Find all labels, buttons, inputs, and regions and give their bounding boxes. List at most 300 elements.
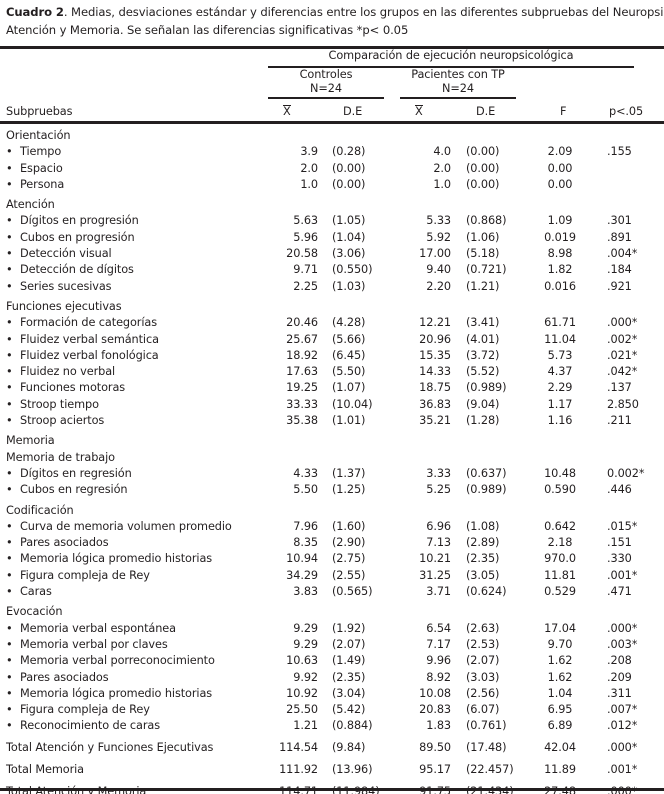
patients-mean: 35.21 bbox=[419, 414, 451, 428]
bullet-icon: • bbox=[6, 381, 13, 395]
row-label: Funciones ejecutivas bbox=[6, 299, 122, 313]
p-value: .209 bbox=[607, 670, 632, 684]
caption-label: Cuadro 2 bbox=[6, 5, 64, 19]
f-value: 8.98 bbox=[547, 247, 573, 261]
f-value: 1.82 bbox=[547, 263, 573, 277]
controls-mean: 5.63 bbox=[293, 214, 318, 228]
f-value: 17.04 bbox=[544, 621, 576, 635]
p-value: 0.002* bbox=[607, 466, 645, 480]
controls-sd: (0.00) bbox=[332, 161, 366, 175]
section-header bbox=[0, 197, 664, 213]
bullet-icon: • bbox=[6, 279, 13, 293]
patients-mean: 6.96 bbox=[426, 519, 451, 533]
controls-sd: (1.04) bbox=[332, 230, 366, 244]
controls-sd: (0.884) bbox=[332, 719, 373, 733]
bullet-icon: • bbox=[6, 519, 13, 533]
controls-mean: 9.71 bbox=[293, 263, 318, 277]
patients-mean: 5.25 bbox=[426, 483, 451, 497]
section-header bbox=[0, 503, 664, 519]
controls-sd: (1.60) bbox=[332, 519, 366, 533]
row-label: Atención bbox=[6, 198, 55, 212]
controls-sd: (1.07) bbox=[332, 381, 366, 395]
controls-mean: 35.38 bbox=[286, 414, 318, 428]
patients-mean: 10.21 bbox=[419, 552, 451, 566]
table-row bbox=[0, 637, 664, 653]
p-value: .208 bbox=[607, 654, 632, 668]
controls-mean: 10.92 bbox=[286, 686, 318, 700]
row-label: Detección visual bbox=[20, 247, 112, 261]
controls-mean-header: X bbox=[283, 105, 291, 118]
row-label: Memoria lógica promedio historias bbox=[20, 552, 213, 566]
row-label: Persona bbox=[20, 177, 65, 191]
f-value: 5.73 bbox=[547, 348, 573, 362]
controls-sd: (4.28) bbox=[332, 316, 366, 330]
table-row bbox=[0, 213, 664, 229]
row-label: Fluidez no verbal bbox=[20, 365, 116, 379]
section-header bbox=[0, 299, 664, 315]
table-body bbox=[0, 124, 664, 794]
row-label: Stroop tiempo bbox=[20, 397, 99, 411]
row-label: Curva de memoria volumen promedio bbox=[20, 519, 232, 533]
controls-n: N=24 bbox=[310, 82, 342, 95]
patients-n: N=24 bbox=[442, 82, 474, 95]
controls-sd: (1.25) bbox=[332, 483, 366, 497]
table-row bbox=[0, 348, 664, 364]
controls-sd: (1.92) bbox=[332, 621, 366, 635]
patients-sd: (1.08) bbox=[466, 519, 500, 533]
row-label: Detección de dígitos bbox=[20, 263, 134, 277]
patients-sd: (3.05) bbox=[466, 568, 500, 582]
patients-mean: 5.92 bbox=[426, 230, 451, 244]
row-label: Evocación bbox=[6, 605, 63, 619]
table-row bbox=[0, 519, 664, 535]
patients-sd: (9.04) bbox=[466, 397, 500, 411]
row-label: Memoria de trabajo bbox=[6, 450, 115, 464]
p-value: .311 bbox=[607, 686, 632, 700]
table-row bbox=[0, 621, 664, 637]
controls-sd: (13.96) bbox=[332, 762, 373, 776]
controls-sd: (2.07) bbox=[332, 637, 366, 651]
table-row bbox=[0, 177, 664, 193]
controls-mean: 1.0 bbox=[300, 177, 318, 191]
bullet-icon: • bbox=[6, 621, 13, 635]
patients-sd: (2.56) bbox=[466, 686, 500, 700]
bullet-icon: • bbox=[6, 177, 13, 191]
controls-sd: (0.550) bbox=[332, 263, 373, 277]
patients-mean: 20.83 bbox=[419, 703, 451, 717]
table-row bbox=[0, 702, 664, 718]
patients-mean: 95.17 bbox=[419, 762, 451, 776]
f-value: 2.29 bbox=[547, 381, 573, 395]
controls-mean: 25.50 bbox=[286, 703, 318, 717]
controls-sd: (2.35) bbox=[332, 670, 366, 684]
bullet-icon: • bbox=[6, 552, 13, 566]
f-value: 4.37 bbox=[547, 365, 573, 379]
table-row bbox=[0, 686, 664, 702]
patients-sd: (0.989) bbox=[466, 483, 507, 497]
controls-mean: 34.29 bbox=[286, 568, 318, 582]
controls-mean: 33.33 bbox=[286, 397, 318, 411]
p-value: .042* bbox=[607, 365, 638, 379]
controls-mean: 9.92 bbox=[293, 670, 318, 684]
row-label: Figura compleja de Rey bbox=[20, 568, 150, 582]
bullet-icon: • bbox=[6, 719, 13, 733]
patients-sd-header: D.E bbox=[476, 105, 496, 118]
table-row bbox=[0, 397, 664, 413]
controls-sd: (0.00) bbox=[332, 177, 366, 191]
patients-sd: (3.03) bbox=[466, 670, 500, 684]
f-value: 11.04 bbox=[544, 332, 576, 346]
patients-mean: 10.08 bbox=[419, 686, 451, 700]
section-header bbox=[0, 604, 664, 620]
table-row bbox=[0, 413, 664, 429]
patients-sd: (2.89) bbox=[466, 536, 500, 550]
bullet-icon: • bbox=[6, 214, 13, 228]
patients-mean: 15.35 bbox=[419, 348, 451, 362]
controls-mean: 4.33 bbox=[293, 466, 318, 480]
controls-sd: (10.04) bbox=[332, 397, 373, 411]
table-row bbox=[0, 568, 664, 584]
row-label: Reconocimiento de caras bbox=[20, 719, 161, 733]
controls-sd: (5.66) bbox=[332, 332, 366, 346]
p-value: .211 bbox=[607, 414, 632, 428]
caption-text: . Medias, desviaciones estándar y diferencias entre los grupos en las diferentes subpruebas del Neuropsi Atención y Memoria. Se señalan las diferencias significativas *p< 0.05 bbox=[6, 5, 664, 37]
patients-mean: 89.50 bbox=[419, 740, 451, 754]
table-row bbox=[0, 161, 664, 177]
patients-mean: 2.0 bbox=[433, 161, 451, 175]
p-value: .330 bbox=[607, 552, 632, 566]
controls-mean: 1.21 bbox=[293, 719, 318, 733]
patients-mean: 8.92 bbox=[426, 670, 451, 684]
f-value: 2.09 bbox=[547, 145, 573, 159]
row-label: Caras bbox=[20, 585, 52, 599]
controls-mean: 8.35 bbox=[293, 536, 318, 550]
f-value: 1.16 bbox=[547, 414, 573, 428]
bullet-icon: • bbox=[6, 414, 13, 428]
patients-sd: (0.00) bbox=[466, 145, 500, 159]
bullet-icon: • bbox=[6, 585, 13, 599]
row-label: Cubos en regresión bbox=[20, 483, 128, 497]
controls-header: Controles bbox=[299, 68, 353, 81]
p-value: .000* bbox=[607, 621, 638, 635]
controls-sd: (3.06) bbox=[332, 247, 366, 261]
section-header bbox=[0, 433, 664, 449]
p-value: .001* bbox=[607, 568, 638, 582]
bullet-icon: • bbox=[6, 466, 13, 480]
bullet-icon: • bbox=[6, 348, 13, 362]
row-label: Pares asociados bbox=[20, 536, 109, 550]
patients-mean: 1.0 bbox=[433, 177, 451, 191]
controls-sd: (6.45) bbox=[332, 348, 366, 362]
patients-sd: (22.457) bbox=[466, 762, 514, 776]
patients-sd: (6.07) bbox=[466, 703, 500, 717]
patients-sd: (1.28) bbox=[466, 414, 500, 428]
patients-mean: 3.33 bbox=[426, 466, 451, 480]
controls-mean: 20.46 bbox=[286, 316, 318, 330]
p-value: .015* bbox=[607, 519, 638, 533]
patients-mean: 12.21 bbox=[419, 316, 451, 330]
f-value: 0.019 bbox=[544, 230, 576, 244]
patients-mean: 5.33 bbox=[426, 214, 451, 228]
row-label: Total Atención y Funciones Ejecutivas bbox=[6, 740, 214, 754]
table-row bbox=[0, 718, 664, 734]
patients-sd: (2.63) bbox=[466, 621, 500, 635]
p-value: .002* bbox=[607, 332, 638, 346]
bullet-icon: • bbox=[6, 316, 13, 330]
bullet-icon: • bbox=[6, 568, 13, 582]
f-value: 11.89 bbox=[544, 762, 576, 776]
total-row bbox=[0, 740, 664, 757]
row-label: Memoria bbox=[6, 434, 55, 448]
row-label: Tiempo bbox=[20, 145, 62, 159]
f-value: 1.04 bbox=[547, 686, 573, 700]
controls-mean: 5.96 bbox=[293, 230, 318, 244]
controls-rule bbox=[268, 97, 384, 99]
controls-mean: 10.94 bbox=[286, 552, 318, 566]
patients-mean: 6.54 bbox=[426, 621, 451, 635]
controls-mean: 17.63 bbox=[286, 365, 318, 379]
p-value: .001* bbox=[607, 762, 638, 776]
controls-mean: 2.25 bbox=[293, 279, 318, 293]
f-value: 0.529 bbox=[544, 585, 576, 599]
patients-sd: (17.48) bbox=[466, 740, 507, 754]
patients-mean: 3.71 bbox=[426, 585, 451, 599]
patients-mean: 9.40 bbox=[426, 263, 451, 277]
controls-sd: (1.03) bbox=[332, 279, 366, 293]
controls-mean: 2.0 bbox=[300, 161, 318, 175]
row-label: Series sucesivas bbox=[20, 279, 112, 293]
bullet-icon: • bbox=[6, 686, 13, 700]
controls-mean: 9.29 bbox=[293, 637, 318, 651]
f-value: 11.81 bbox=[544, 568, 576, 582]
controls-sd: (1.37) bbox=[332, 466, 366, 480]
row-label: Memoria verbal por claves bbox=[20, 637, 168, 651]
table-row bbox=[0, 144, 664, 160]
bullet-icon: • bbox=[6, 483, 13, 497]
bullet-icon: • bbox=[6, 145, 13, 159]
controls-mean: 20.58 bbox=[286, 247, 318, 261]
patients-mean: 18.75 bbox=[419, 381, 451, 395]
p-value: .891 bbox=[607, 230, 632, 244]
patients-sd: (2.35) bbox=[466, 552, 500, 566]
f-value: 970.0 bbox=[544, 552, 576, 566]
patients-mean: 9.96 bbox=[426, 654, 451, 668]
patients-sd: (5.52) bbox=[466, 365, 500, 379]
patients-header: Pacientes con TP bbox=[411, 68, 505, 81]
bullet-icon: • bbox=[6, 230, 13, 244]
p-value: .004* bbox=[607, 247, 638, 261]
controls-mean: 3.83 bbox=[293, 585, 318, 599]
controls-mean: 114.54 bbox=[279, 740, 318, 754]
bullet-icon: • bbox=[6, 703, 13, 717]
row-label: Orientación bbox=[6, 129, 71, 142]
patients-sd: (0.637) bbox=[466, 466, 507, 480]
p-value: .003* bbox=[607, 637, 638, 651]
row-label: Espacio bbox=[20, 161, 63, 175]
controls-sd-header: D.E bbox=[343, 105, 363, 118]
patients-sd: (0.761) bbox=[466, 719, 507, 733]
controls-mean: 7.96 bbox=[293, 519, 318, 533]
table-row bbox=[0, 584, 664, 600]
f-value: 0.00 bbox=[547, 177, 573, 191]
subtests-header: Subpruebas bbox=[6, 105, 73, 118]
patients-sd: (5.18) bbox=[466, 247, 500, 261]
controls-mean: 111.92 bbox=[279, 762, 318, 776]
row-label: Fluidez verbal fonológica bbox=[20, 348, 159, 362]
patients-sd: (0.868) bbox=[466, 214, 507, 228]
table-row bbox=[0, 535, 664, 551]
patients-rule bbox=[400, 97, 516, 99]
patients-sd: (2.53) bbox=[466, 637, 500, 651]
p-value: .000* bbox=[607, 316, 638, 330]
controls-sd: (2.55) bbox=[332, 568, 366, 582]
patients-mean: 4.0 bbox=[433, 145, 451, 159]
controls-mean: 3.9 bbox=[300, 145, 318, 159]
patients-sd: (1.21) bbox=[466, 279, 500, 293]
row-label: Dígitos en progresión bbox=[20, 214, 139, 228]
p-value: .021* bbox=[607, 348, 638, 362]
table-row bbox=[0, 466, 664, 482]
p-header: p<.05 bbox=[609, 105, 644, 118]
p-value: .471 bbox=[607, 585, 632, 599]
table-row bbox=[0, 551, 664, 567]
patients-sd: (3.72) bbox=[466, 348, 500, 362]
row-label: Dígitos en regresión bbox=[20, 466, 132, 480]
controls-sd: (0.565) bbox=[332, 585, 373, 599]
f-value: 10.48 bbox=[544, 466, 576, 480]
total-row bbox=[0, 762, 664, 779]
bullet-icon: • bbox=[6, 332, 13, 346]
p-value: .446 bbox=[607, 483, 632, 497]
f-value: 0.590 bbox=[544, 483, 576, 497]
patients-sd: (2.07) bbox=[466, 654, 500, 668]
f-value: 61.71 bbox=[544, 316, 576, 330]
section-header bbox=[0, 128, 664, 144]
table-row bbox=[0, 380, 664, 396]
row-label: Stroop aciertos bbox=[20, 414, 105, 428]
f-header: F bbox=[560, 105, 567, 118]
controls-sd: (1.49) bbox=[332, 654, 366, 668]
controls-sd: (1.05) bbox=[332, 214, 366, 228]
patients-sd: (4.01) bbox=[466, 332, 500, 346]
f-value: 1.62 bbox=[547, 670, 573, 684]
controls-sd: (2.90) bbox=[332, 536, 366, 550]
bullet-icon: • bbox=[6, 263, 13, 277]
controls-sd: (1.01) bbox=[332, 414, 366, 428]
patients-mean: 20.96 bbox=[419, 332, 451, 346]
patients-sd: (0.00) bbox=[466, 161, 500, 175]
bullet-icon: • bbox=[6, 397, 13, 411]
f-value: 42.04 bbox=[544, 740, 576, 754]
bullet-icon: • bbox=[6, 654, 13, 668]
controls-sd: (5.42) bbox=[332, 703, 366, 717]
row-label: Fluidez verbal semántica bbox=[20, 332, 159, 346]
p-value: .007* bbox=[607, 703, 638, 717]
patients-mean: 17.00 bbox=[419, 247, 451, 261]
table-row bbox=[0, 653, 664, 669]
controls-mean: 18.92 bbox=[286, 348, 318, 362]
f-value: 9.70 bbox=[547, 637, 573, 651]
section-header bbox=[0, 450, 664, 466]
patients-mean: 36.83 bbox=[419, 397, 451, 411]
controls-sd: (3.04) bbox=[332, 686, 366, 700]
patients-sd: (3.41) bbox=[466, 316, 500, 330]
f-value: 0.642 bbox=[544, 519, 576, 533]
table-caption bbox=[6, 3, 664, 39]
patients-sd: (0.989) bbox=[466, 381, 507, 395]
f-value: 0.016 bbox=[544, 279, 576, 293]
controls-sd: (5.50) bbox=[332, 365, 366, 379]
p-value: .137 bbox=[607, 381, 632, 395]
table-row bbox=[0, 332, 664, 348]
patients-mean: 14.33 bbox=[419, 365, 451, 379]
p-value: .184 bbox=[607, 263, 632, 277]
bullet-icon: • bbox=[6, 670, 13, 684]
bullet-icon: • bbox=[6, 161, 13, 175]
row-label: Funciones motoras bbox=[20, 381, 126, 395]
f-value: 2.18 bbox=[547, 536, 573, 550]
row-label: Figura compleja de Rey bbox=[20, 703, 150, 717]
p-value: .012* bbox=[607, 719, 638, 733]
f-value: 0.00 bbox=[547, 161, 573, 175]
p-value: 2.850 bbox=[607, 397, 639, 411]
controls-mean: 25.67 bbox=[286, 332, 318, 346]
patients-mean: 31.25 bbox=[419, 568, 451, 582]
row-label: Memoria lógica promedio historias bbox=[20, 686, 213, 700]
patients-mean: 2.20 bbox=[426, 279, 451, 293]
row-label: Memoria verbal espontánea bbox=[20, 621, 176, 635]
table-row bbox=[0, 670, 664, 686]
f-value: 6.95 bbox=[547, 703, 573, 717]
p-value: .151 bbox=[607, 536, 632, 550]
p-value: .301 bbox=[607, 214, 632, 228]
bullet-icon: • bbox=[6, 365, 13, 379]
controls-mean: 10.63 bbox=[286, 654, 318, 668]
bullet-icon: • bbox=[6, 536, 13, 550]
row-label: Cubos en progresión bbox=[20, 230, 135, 244]
row-label: Total Memoria bbox=[6, 762, 84, 776]
patients-mean-header: X bbox=[415, 105, 423, 118]
patients-sd: (0.00) bbox=[466, 177, 500, 191]
bullet-icon: • bbox=[6, 637, 13, 651]
bullet-icon: • bbox=[6, 247, 13, 261]
controls-mean: 19.25 bbox=[286, 381, 318, 395]
row-label: Pares asociados bbox=[20, 670, 109, 684]
patients-mean: 7.13 bbox=[426, 536, 451, 550]
row-label: Memoria verbal porreconocimiento bbox=[20, 654, 215, 668]
table-row bbox=[0, 262, 664, 278]
f-value: 1.17 bbox=[547, 397, 573, 411]
table-row bbox=[0, 482, 664, 498]
controls-sd: (2.75) bbox=[332, 552, 366, 566]
patients-sd: (0.624) bbox=[466, 585, 507, 599]
f-value: 1.09 bbox=[547, 214, 573, 228]
controls-sd: (9.84) bbox=[332, 740, 366, 754]
controls-mean: 5.50 bbox=[293, 483, 318, 497]
controls-sd: (0.28) bbox=[332, 145, 366, 159]
p-value: .921 bbox=[607, 279, 632, 293]
table-row bbox=[0, 315, 664, 331]
row-label: Formación de categorías bbox=[20, 316, 157, 330]
f-value: 1.62 bbox=[547, 654, 573, 668]
p-value: .000* bbox=[607, 740, 638, 754]
f-value: 6.89 bbox=[547, 719, 573, 733]
patients-mean: 1.83 bbox=[426, 719, 451, 733]
p-value: .155 bbox=[607, 145, 632, 159]
controls-mean: 9.29 bbox=[293, 621, 318, 635]
table-row bbox=[0, 230, 664, 246]
row-label: Codificación bbox=[6, 503, 74, 517]
